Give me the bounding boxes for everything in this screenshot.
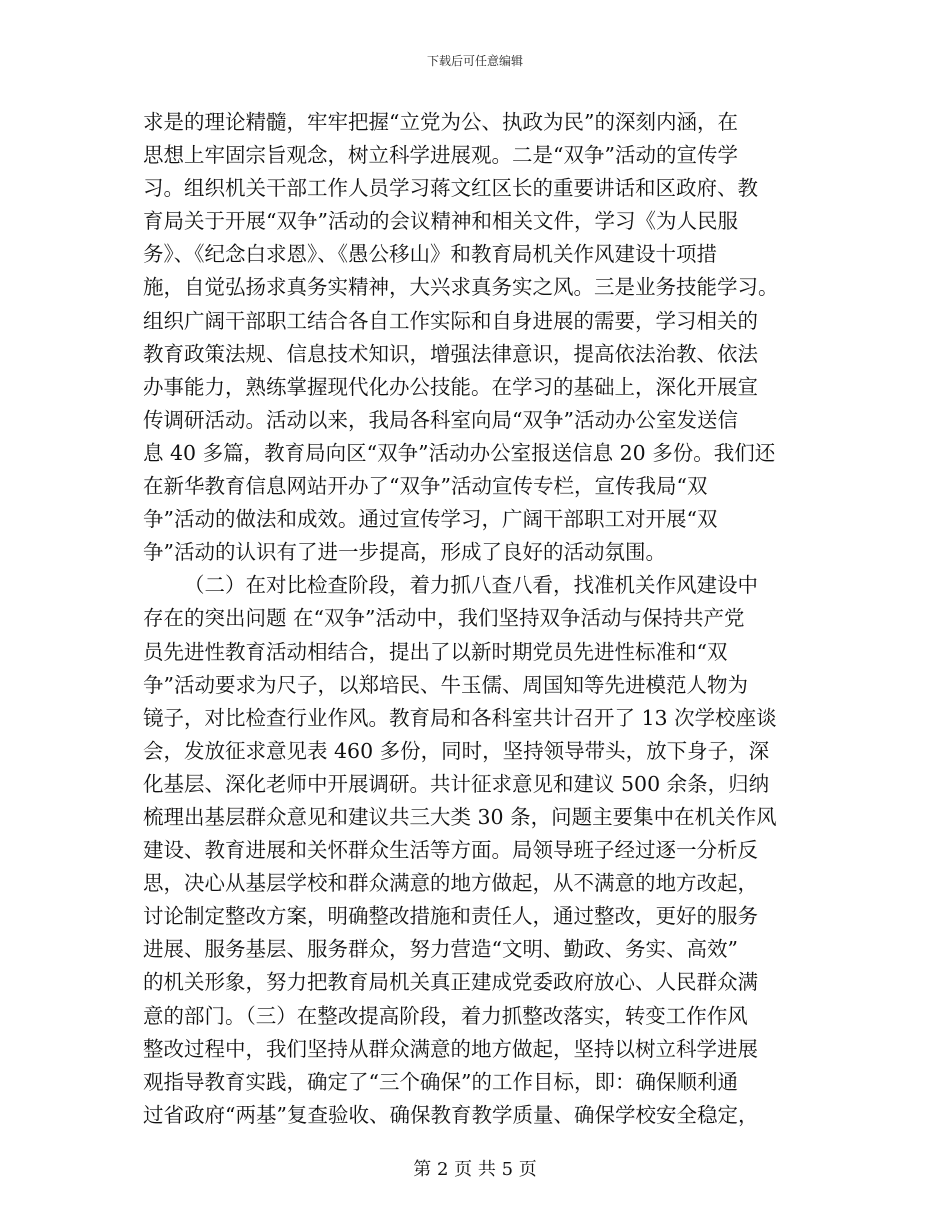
page-header: 下载后可任意编辑 xyxy=(426,54,523,68)
text-line: 存在的突出问题 在“双争”活动中，我们坚持双争活动与保持共产党 xyxy=(143,606,745,631)
text-line: 组织广阔干部职工结合各自工作实际和自身进展的需要，学习相关的 xyxy=(143,308,758,333)
text-line: 的机关形象，努力把教育局机关真正建成党委政府放心、人民群众满 xyxy=(143,970,758,995)
text-line: 过省政府“两基”复查验收、确保教育教学质量、确保学校安全稳定， xyxy=(143,1102,759,1127)
text-line: 在新华教育信息网站开办了“双争”活动宣传专栏，宣传我局“双 xyxy=(143,474,708,499)
text-line: 息 40 多篇，教育局向区“双争”活动办公室报送信息 20 多份。我们还 xyxy=(143,440,776,465)
text-line: 会，发放征求意见表 460 多份，同时，坚持领导带头，放下身子，深 xyxy=(143,738,770,763)
text-line: 育局关于开展“双争”活动的会议精神和相关文件，学习《为人民服 xyxy=(143,209,738,234)
document-body xyxy=(143,106,813,1132)
text-line: 化基层、深化老师中开展调研。共计征求意见和建议 500 余条，归纳 xyxy=(143,771,770,796)
text-line: 镜子，对比检查行业作风。教育局和各科室共计召开了 13 次学校座谈 xyxy=(143,705,777,730)
text-line: 思想上牢固宗旨观念，树立科学进展观。二是“双争”活动的宣传学 xyxy=(143,143,738,168)
paragraph-start-line: （二）在对比检查阶段，着力抓八查八看，找准机关作风建设中 xyxy=(184,573,758,598)
text-line: 办事能力，熟练掌握现代化办公技能。在学习的基础上，深化开展宣 xyxy=(143,374,758,399)
text-line: 传调研活动。活动以来，我局各科室向局“双争”活动办公室发送信 xyxy=(143,407,738,432)
text-line: 务》、《纪念白求恩》、《愚公移山》和教育局机关作风建设十项措 xyxy=(143,242,717,267)
text-line: 思，决心从基层学校和群众满意的地方做起，从不满意的地方改起， xyxy=(143,871,758,896)
text-line: 员先进性教育活动相结合，提出了以新时期党员先进性标准和“双 xyxy=(143,639,728,664)
text-line: 观指导教育实践，确定了“三个确保”的工作目标，即：确保顺利通 xyxy=(143,1069,738,1094)
text-line: 建设、教育进展和关怀群众生活等方面。局领导班子经过逐一分析反 xyxy=(143,838,758,863)
text-line: 教育政策法规、信息技术知识，增强法律意识，提高依法治教、依法 xyxy=(143,341,758,366)
page-number: 第 2 页 共 5 页 xyxy=(413,1159,537,1180)
text-line: 讨论制定整改方案，明确整改措施和责任人，通过整改，更好的服务 xyxy=(143,904,758,929)
text-line: 争”活动的认识有了进一步提高，形成了良好的活动氛围。 xyxy=(143,540,666,565)
text-line: 施，自觉弘扬求真务实精神，大兴求真务实之风。三是业务技能学习。 xyxy=(143,275,779,300)
text-line: 整改过程中，我们坚持从群众满意的地方做起，坚持以树立科学进展 xyxy=(143,1036,758,1061)
text-line: 进展、服务基层、服务群众，努力营造“文明、勤政、务实、高效” xyxy=(143,937,738,962)
text-line: 争”活动要求为尺子，以郑培民、牛玉儒、周国知等先进模范人物为 xyxy=(143,672,748,697)
text-line: 争”活动的做法和成效。通过宣传学习，广阔干部职工对开展“双 xyxy=(143,507,718,532)
text-line: 梳理出基层群众意见和建议共三大类 30 条，问题主要集中在机关作风 xyxy=(143,804,777,829)
text-line: 求是的理论精髓，牢牢把握“立党为公、执政为民”的深刻内涵，在 xyxy=(143,110,738,134)
text-line: 习。组织机关干部工作人员学习蒋文红区长的重要讲话和区政府、教 xyxy=(143,176,758,201)
text-line: 意的部门。（三）在整改提高阶段，着力抓整改落实，转变工作作风 xyxy=(143,1003,748,1028)
